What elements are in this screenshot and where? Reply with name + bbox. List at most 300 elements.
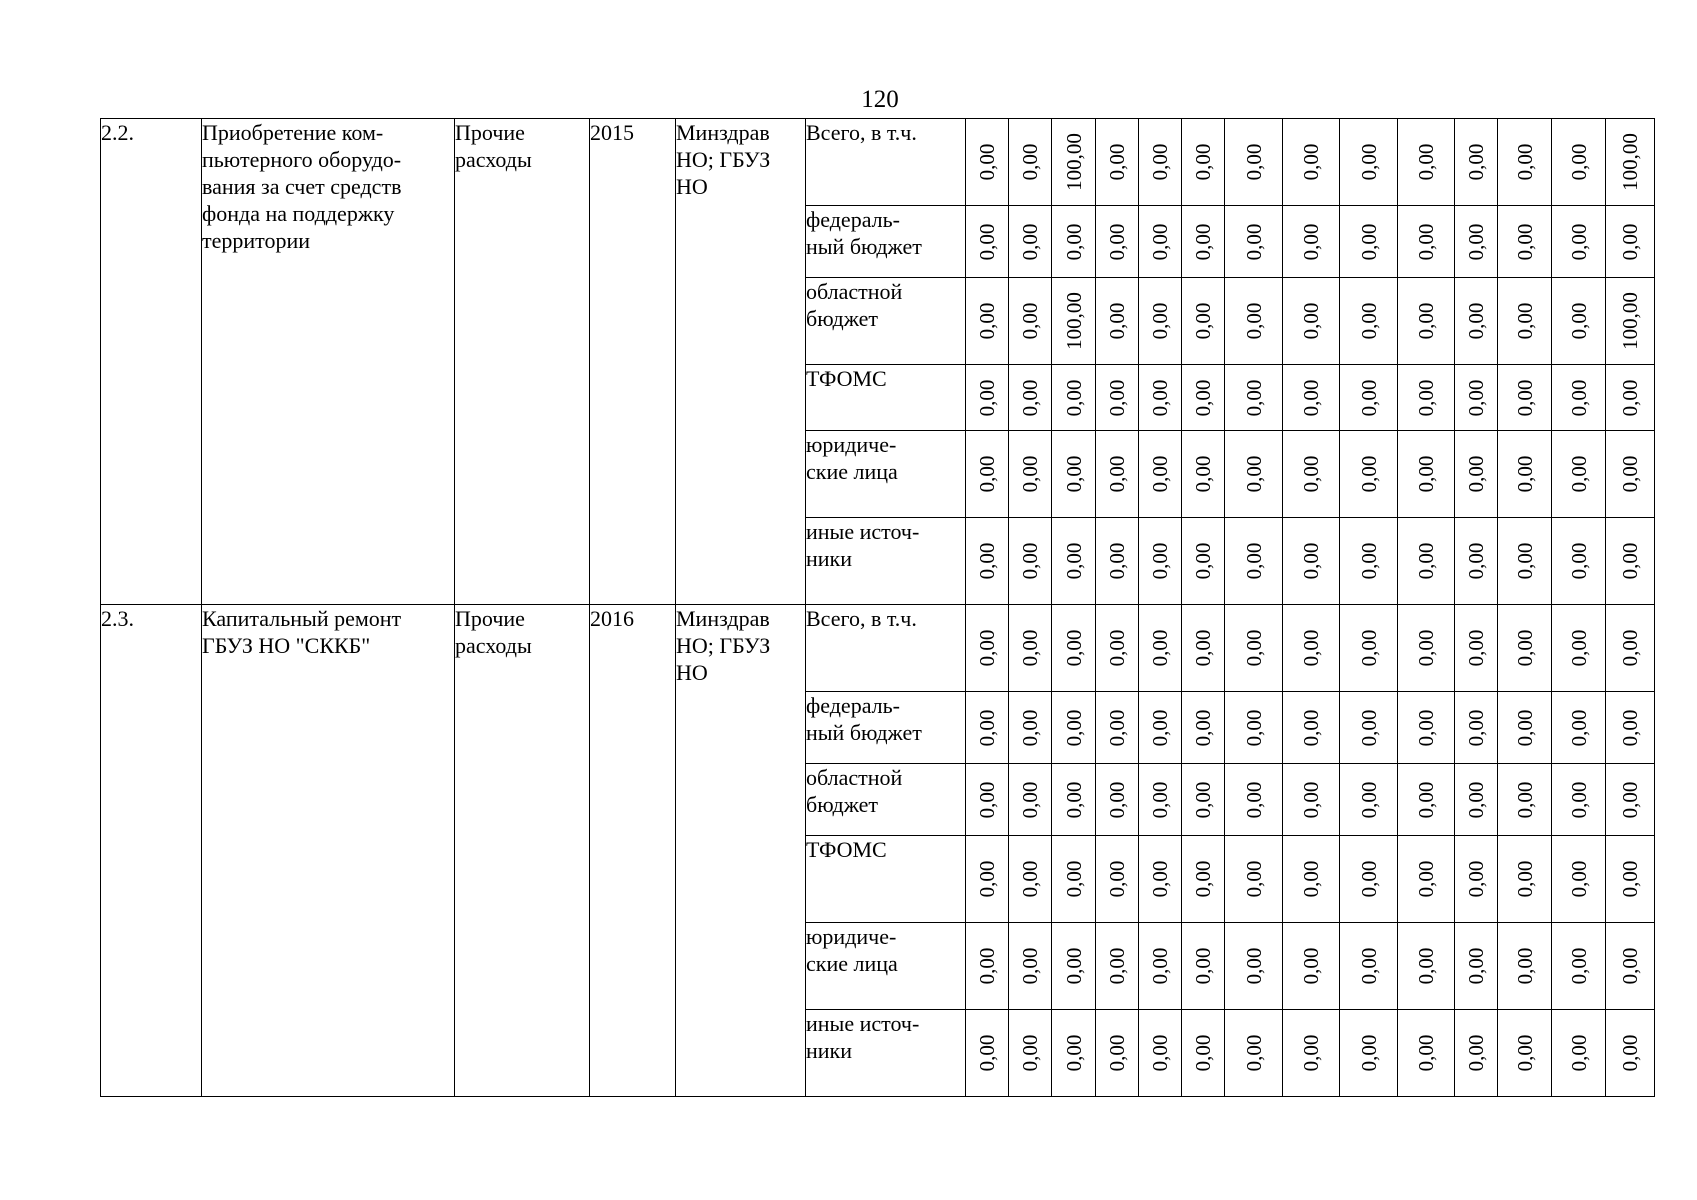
amount-cell <box>1182 692 1225 764</box>
amount-cell <box>1052 365 1096 431</box>
amount-cell <box>1606 764 1655 836</box>
amount-cell <box>1606 692 1655 764</box>
amount-value: 0,00 <box>1356 223 1381 260</box>
amount-cell <box>1225 836 1283 923</box>
amount-cell <box>1052 605 1096 692</box>
amount-cell <box>1096 518 1139 605</box>
amount-value: 0,00 <box>1299 947 1323 985</box>
amount-cell <box>1182 836 1225 923</box>
amount-cell <box>1283 518 1340 605</box>
amount-value: 0,00 <box>1464 223 1488 260</box>
amount-cell <box>966 278 1009 365</box>
amount-cell <box>1498 431 1552 518</box>
amount-value: 0,00 <box>1018 455 1042 493</box>
amount-value: 0,00 <box>1356 947 1381 985</box>
amount-value: 0,00 <box>1464 1034 1488 1072</box>
funding-source-label: юридиче- ские лица <box>806 431 966 518</box>
amount-value: 0,00 <box>1618 629 1642 667</box>
amount-value: 100,00 <box>1061 292 1086 350</box>
amount-cell <box>1552 764 1606 836</box>
amount-value: 0,00 <box>1356 860 1381 898</box>
table-row <box>101 119 1655 206</box>
amount-value: 0,00 <box>1618 947 1642 985</box>
amount-cell <box>1398 278 1455 365</box>
amount-value: 0,00 <box>1618 709 1642 746</box>
amount-value: 0,00 <box>1512 542 1537 580</box>
amount-cell <box>1096 692 1139 764</box>
amount-value: 0,00 <box>1191 860 1215 898</box>
amount-value: 0,00 <box>975 781 999 818</box>
amount-value: 0,00 <box>1148 143 1172 181</box>
amount-cell <box>966 431 1009 518</box>
amount-cell <box>1283 836 1340 923</box>
amount-value: 0,00 <box>975 709 999 746</box>
amount-cell <box>966 1010 1009 1097</box>
amount-cell <box>1052 431 1096 518</box>
amount-cell <box>1009 1010 1052 1097</box>
amount-cell <box>1182 278 1225 365</box>
amount-value: 0,00 <box>1191 629 1215 667</box>
amount-value: 0,00 <box>1105 860 1129 898</box>
amount-cell <box>1283 206 1340 278</box>
item-name <box>202 119 455 605</box>
amount-value: 0,00 <box>1018 143 1042 181</box>
amount-cell <box>1340 1010 1398 1097</box>
amount-cell <box>1498 365 1552 431</box>
amount-value: 0,00 <box>1299 1034 1323 1072</box>
amount-cell <box>1052 119 1096 206</box>
amount-cell <box>1498 692 1552 764</box>
amount-value: 100,00 <box>1618 133 1642 191</box>
budget-table <box>100 118 1655 1097</box>
amount-value: 0,00 <box>1148 379 1172 416</box>
amount-value: 0,00 <box>1464 455 1488 493</box>
amount-value: 0,00 <box>1061 542 1086 580</box>
amount-value: 0,00 <box>1512 143 1537 181</box>
amount-value: 0,00 <box>1414 379 1438 416</box>
amount-value: 0,00 <box>1105 302 1129 340</box>
amount-value: 0,00 <box>1414 455 1438 493</box>
amount-value: 0,00 <box>1018 947 1042 985</box>
amount-cell <box>1225 764 1283 836</box>
amount-cell <box>1139 692 1182 764</box>
amount-value: 0,00 <box>1414 709 1438 746</box>
amount-cell <box>1455 692 1498 764</box>
amount-value: 0,00 <box>1241 542 1266 580</box>
amount-value: 0,00 <box>1191 455 1215 493</box>
amount-value: 0,00 <box>1618 860 1642 898</box>
amount-cell <box>1139 365 1182 431</box>
funding-source-label: федераль- ный бюджет <box>806 206 966 278</box>
amount-cell <box>1225 431 1283 518</box>
amount-value: 0,00 <box>1191 709 1215 746</box>
amount-value: 0,00 <box>1148 1034 1172 1072</box>
amount-value: 0,00 <box>1105 379 1129 416</box>
amount-value: 0,00 <box>1105 455 1129 493</box>
amount-cell <box>1182 605 1225 692</box>
amount-value: 0,00 <box>975 223 999 260</box>
amount-value: 0,00 <box>1512 860 1537 898</box>
amount-value: 0,00 <box>1148 542 1172 580</box>
amount-value: 100,00 <box>1618 292 1642 350</box>
amount-cell <box>1455 206 1498 278</box>
amount-cell <box>1340 836 1398 923</box>
amount-cell <box>1182 206 1225 278</box>
item-name-text: Приобретение ком- пьютерного оборудо- вания за счет средств фонда на поддержку территории <box>202 120 402 253</box>
funding-source-label: иные источ- ники <box>806 1010 966 1097</box>
amount-cell <box>1009 518 1052 605</box>
amount-value: 0,00 <box>1148 781 1172 818</box>
amount-value: 0,00 <box>1191 143 1215 181</box>
amount-value: 0,00 <box>1105 1034 1129 1072</box>
amount-cell <box>1455 1010 1498 1097</box>
amount-value: 0,00 <box>1414 629 1438 667</box>
amount-value: 0,00 <box>1512 709 1537 746</box>
amount-cell <box>1052 206 1096 278</box>
amount-value: 0,00 <box>1148 629 1172 667</box>
amount-cell <box>1455 278 1498 365</box>
funding-source-label: юридиче- ские лица <box>806 923 966 1010</box>
amount-value: 0,00 <box>1414 223 1438 260</box>
amount-cell <box>1225 278 1283 365</box>
amount-cell <box>1283 431 1340 518</box>
amount-cell <box>1340 923 1398 1010</box>
amount-cell <box>1009 923 1052 1010</box>
amount-cell <box>1182 764 1225 836</box>
item-executor-text: Минздрав НО; ГБУЗ НО <box>676 120 771 199</box>
amount-value: 0,00 <box>1148 947 1172 985</box>
amount-cell <box>1455 836 1498 923</box>
amount-value: 0,00 <box>1018 542 1042 580</box>
amount-value: 0,00 <box>1464 302 1488 340</box>
amount-cell <box>1455 605 1498 692</box>
amount-cell <box>1455 119 1498 206</box>
amount-value: 0,00 <box>1356 379 1381 416</box>
amount-cell <box>1398 431 1455 518</box>
amount-cell <box>1052 1010 1096 1097</box>
funding-source-label: ТФОМС <box>806 836 966 923</box>
amount-cell <box>1498 278 1552 365</box>
amount-cell <box>1225 365 1283 431</box>
amount-value: 0,00 <box>975 542 999 580</box>
amount-value: 0,00 <box>1299 223 1323 260</box>
amount-value: 0,00 <box>1566 455 1591 493</box>
amount-value: 0,00 <box>1464 860 1488 898</box>
amount-cell <box>1283 1010 1340 1097</box>
amount-cell <box>1052 764 1096 836</box>
amount-cell <box>1340 605 1398 692</box>
amount-value: 0,00 <box>1018 629 1042 667</box>
amount-value: 0,00 <box>1356 629 1381 667</box>
amount-cell <box>1139 119 1182 206</box>
amount-cell <box>1182 923 1225 1010</box>
amount-value: 0,00 <box>1566 1034 1591 1072</box>
amount-value: 0,00 <box>975 629 999 667</box>
amount-cell <box>1606 119 1655 206</box>
item-year <box>590 119 676 605</box>
amount-value: 0,00 <box>1299 143 1323 181</box>
amount-value: 0,00 <box>1241 1034 1266 1072</box>
amount-cell <box>1498 836 1552 923</box>
amount-cell <box>966 206 1009 278</box>
amount-value: 0,00 <box>1191 223 1215 260</box>
amount-cell <box>1009 692 1052 764</box>
amount-value: 0,00 <box>1018 379 1042 416</box>
amount-cell <box>966 923 1009 1010</box>
amount-cell <box>1096 278 1139 365</box>
amount-cell <box>1606 365 1655 431</box>
amount-cell <box>1552 206 1606 278</box>
amount-cell <box>1398 764 1455 836</box>
amount-cell <box>1139 605 1182 692</box>
amount-cell <box>1340 692 1398 764</box>
amount-value: 0,00 <box>1241 143 1266 181</box>
amount-value: 0,00 <box>1356 781 1381 818</box>
amount-value: 0,00 <box>1061 860 1086 898</box>
expense-type-text: Прочие расходы <box>455 606 532 658</box>
amount-cell <box>1552 836 1606 923</box>
amount-value: 0,00 <box>1018 1034 1042 1072</box>
item-name <box>202 605 455 1097</box>
funding-source-label: иные источ- ники <box>806 518 966 605</box>
amount-cell <box>1398 365 1455 431</box>
amount-value: 0,00 <box>1241 781 1266 818</box>
amount-cell <box>1606 836 1655 923</box>
amount-value: 0,00 <box>1191 781 1215 818</box>
amount-cell <box>1096 764 1139 836</box>
amount-cell <box>1606 206 1655 278</box>
table-row <box>101 605 1655 692</box>
amount-cell <box>1052 518 1096 605</box>
amount-cell <box>1225 1010 1283 1097</box>
amount-cell <box>1096 923 1139 1010</box>
amount-value: 0,00 <box>1105 781 1129 818</box>
amount-cell <box>1096 605 1139 692</box>
amount-cell <box>966 518 1009 605</box>
amount-value: 0,00 <box>1105 223 1129 260</box>
amount-value: 0,00 <box>975 379 999 416</box>
amount-value: 0,00 <box>1105 629 1129 667</box>
amount-cell <box>1139 923 1182 1010</box>
amount-value: 0,00 <box>1356 709 1381 746</box>
amount-value: 0,00 <box>1414 947 1438 985</box>
amount-value: 0,00 <box>1148 223 1172 260</box>
amount-cell <box>1182 119 1225 206</box>
amount-value: 0,00 <box>1105 542 1129 580</box>
funding-source-label: ТФОМС <box>806 365 966 431</box>
amount-value: 0,00 <box>1299 379 1323 416</box>
amount-value: 0,00 <box>1241 455 1266 493</box>
amount-value: 0,00 <box>1061 947 1086 985</box>
amount-value: 0,00 <box>1566 223 1591 260</box>
amount-value: 0,00 <box>1061 709 1086 746</box>
expense-type-text: Прочие расходы <box>455 120 532 172</box>
amount-cell <box>966 764 1009 836</box>
amount-value: 0,00 <box>1566 947 1591 985</box>
amount-value: 0,00 <box>975 1034 999 1072</box>
amount-value: 0,00 <box>1299 860 1323 898</box>
amount-cell <box>1139 836 1182 923</box>
amount-cell <box>1283 278 1340 365</box>
amount-value: 0,00 <box>1191 379 1215 416</box>
amount-cell <box>1455 431 1498 518</box>
amount-cell <box>1552 692 1606 764</box>
amount-value: 0,00 <box>1061 629 1086 667</box>
amount-cell <box>1398 923 1455 1010</box>
amount-cell <box>1096 206 1139 278</box>
amount-cell <box>966 119 1009 206</box>
amount-cell <box>966 365 1009 431</box>
amount-value: 0,00 <box>975 455 999 493</box>
amount-value: 0,00 <box>1566 709 1591 746</box>
amount-cell <box>1225 518 1283 605</box>
amount-cell <box>1398 1010 1455 1097</box>
page-number: 120 <box>861 86 899 113</box>
amount-value: 0,00 <box>1018 781 1042 818</box>
amount-cell <box>1139 1010 1182 1097</box>
amount-cell <box>1139 518 1182 605</box>
amount-value: 0,00 <box>1356 143 1381 181</box>
amount-cell <box>1606 1010 1655 1097</box>
amount-cell <box>1398 836 1455 923</box>
expense-type <box>455 119 590 605</box>
item-code <box>101 605 202 1097</box>
amount-cell <box>1182 365 1225 431</box>
amount-cell <box>1283 605 1340 692</box>
item-code <box>101 119 202 605</box>
amount-cell <box>1225 605 1283 692</box>
amount-cell <box>1009 764 1052 836</box>
amount-cell <box>1606 431 1655 518</box>
amount-value: 0,00 <box>1018 709 1042 746</box>
amount-value: 0,00 <box>1299 629 1323 667</box>
amount-cell <box>1182 431 1225 518</box>
amount-value: 0,00 <box>1356 542 1381 580</box>
amount-cell <box>966 692 1009 764</box>
item-year-text: 2016 <box>590 606 634 631</box>
amount-value: 0,00 <box>1241 379 1266 416</box>
amount-value: 0,00 <box>1464 629 1488 667</box>
amount-cell <box>1225 923 1283 1010</box>
amount-value: 0,00 <box>1191 1034 1215 1072</box>
amount-value: 0,00 <box>1566 629 1591 667</box>
amount-value: 0,00 <box>1414 781 1438 818</box>
amount-cell <box>966 605 1009 692</box>
amount-cell <box>1283 692 1340 764</box>
amount-value: 0,00 <box>1414 542 1438 580</box>
amount-value: 0,00 <box>1018 223 1042 260</box>
amount-value: 0,00 <box>1618 542 1642 580</box>
funding-source-label: Всего, в т.ч. <box>806 119 966 206</box>
amount-value: 0,00 <box>1191 947 1215 985</box>
amount-cell <box>1498 518 1552 605</box>
amount-cell <box>1606 278 1655 365</box>
amount-cell <box>1096 119 1139 206</box>
amount-value: 0,00 <box>1299 542 1323 580</box>
amount-value: 0,00 <box>1191 542 1215 580</box>
amount-cell <box>1182 518 1225 605</box>
amount-cell <box>1283 764 1340 836</box>
amount-value: 0,00 <box>1299 781 1323 818</box>
amount-cell <box>1009 836 1052 923</box>
amount-value: 0,00 <box>1512 379 1537 416</box>
amount-value: 0,00 <box>1148 860 1172 898</box>
amount-cell <box>1283 923 1340 1010</box>
amount-value: 0,00 <box>1241 223 1266 260</box>
amount-cell <box>1606 605 1655 692</box>
amount-value: 0,00 <box>1356 1034 1381 1072</box>
amount-value: 0,00 <box>1414 302 1438 340</box>
amount-value: 0,00 <box>1566 302 1591 340</box>
amount-cell <box>1552 431 1606 518</box>
amount-value: 0,00 <box>975 302 999 340</box>
amount-value: 0,00 <box>1241 302 1266 340</box>
amount-cell <box>1340 278 1398 365</box>
amount-value: 0,00 <box>1105 709 1129 746</box>
item-executor-text: Минздрав НО; ГБУЗ НО <box>676 606 771 685</box>
amount-value: 0,00 <box>1618 379 1642 416</box>
amount-value: 0,00 <box>1191 302 1215 340</box>
amount-cell <box>1455 923 1498 1010</box>
amount-value: 0,00 <box>1512 781 1537 818</box>
amount-cell <box>1225 692 1283 764</box>
amount-cell <box>1552 365 1606 431</box>
amount-cell <box>1340 431 1398 518</box>
amount-value: 0,00 <box>975 143 999 181</box>
amount-value: 0,00 <box>1061 1034 1086 1072</box>
amount-value: 0,00 <box>1464 542 1488 580</box>
amount-value: 0,00 <box>1512 455 1537 493</box>
amount-value: 0,00 <box>1414 860 1438 898</box>
amount-value: 0,00 <box>1148 455 1172 493</box>
amount-cell <box>966 836 1009 923</box>
amount-value: 0,00 <box>1566 143 1591 181</box>
amount-value: 0,00 <box>1061 223 1086 260</box>
amount-cell <box>1398 605 1455 692</box>
amount-cell <box>1455 764 1498 836</box>
funding-source-label: областной бюджет <box>806 764 966 836</box>
amount-value: 0,00 <box>1061 455 1086 493</box>
amount-cell <box>1552 518 1606 605</box>
amount-value: 0,00 <box>1464 947 1488 985</box>
amount-value: 0,00 <box>1105 947 1129 985</box>
amount-value: 0,00 <box>1566 860 1591 898</box>
funding-source-label: федераль- ный бюджет <box>806 692 966 764</box>
amount-cell <box>1398 692 1455 764</box>
amount-cell <box>1552 1010 1606 1097</box>
amount-value: 0,00 <box>1566 781 1591 818</box>
amount-cell <box>1552 923 1606 1010</box>
amount-cell <box>1225 119 1283 206</box>
amount-value: 100,00 <box>1061 133 1086 191</box>
amount-cell <box>1009 278 1052 365</box>
amount-value: 0,00 <box>1356 302 1381 340</box>
amount-cell <box>1498 119 1552 206</box>
amount-cell <box>1283 119 1340 206</box>
amount-cell <box>1225 206 1283 278</box>
amount-value: 0,00 <box>1148 709 1172 746</box>
amount-cell <box>1552 278 1606 365</box>
amount-cell <box>1139 206 1182 278</box>
amount-cell <box>1182 1010 1225 1097</box>
expense-type <box>455 605 590 1097</box>
item-year-text: 2015 <box>590 120 634 145</box>
amount-value: 0,00 <box>1241 629 1266 667</box>
amount-cell <box>1096 431 1139 518</box>
amount-cell <box>1139 431 1182 518</box>
amount-value: 0,00 <box>1241 709 1266 746</box>
amount-value: 0,00 <box>1464 379 1488 416</box>
